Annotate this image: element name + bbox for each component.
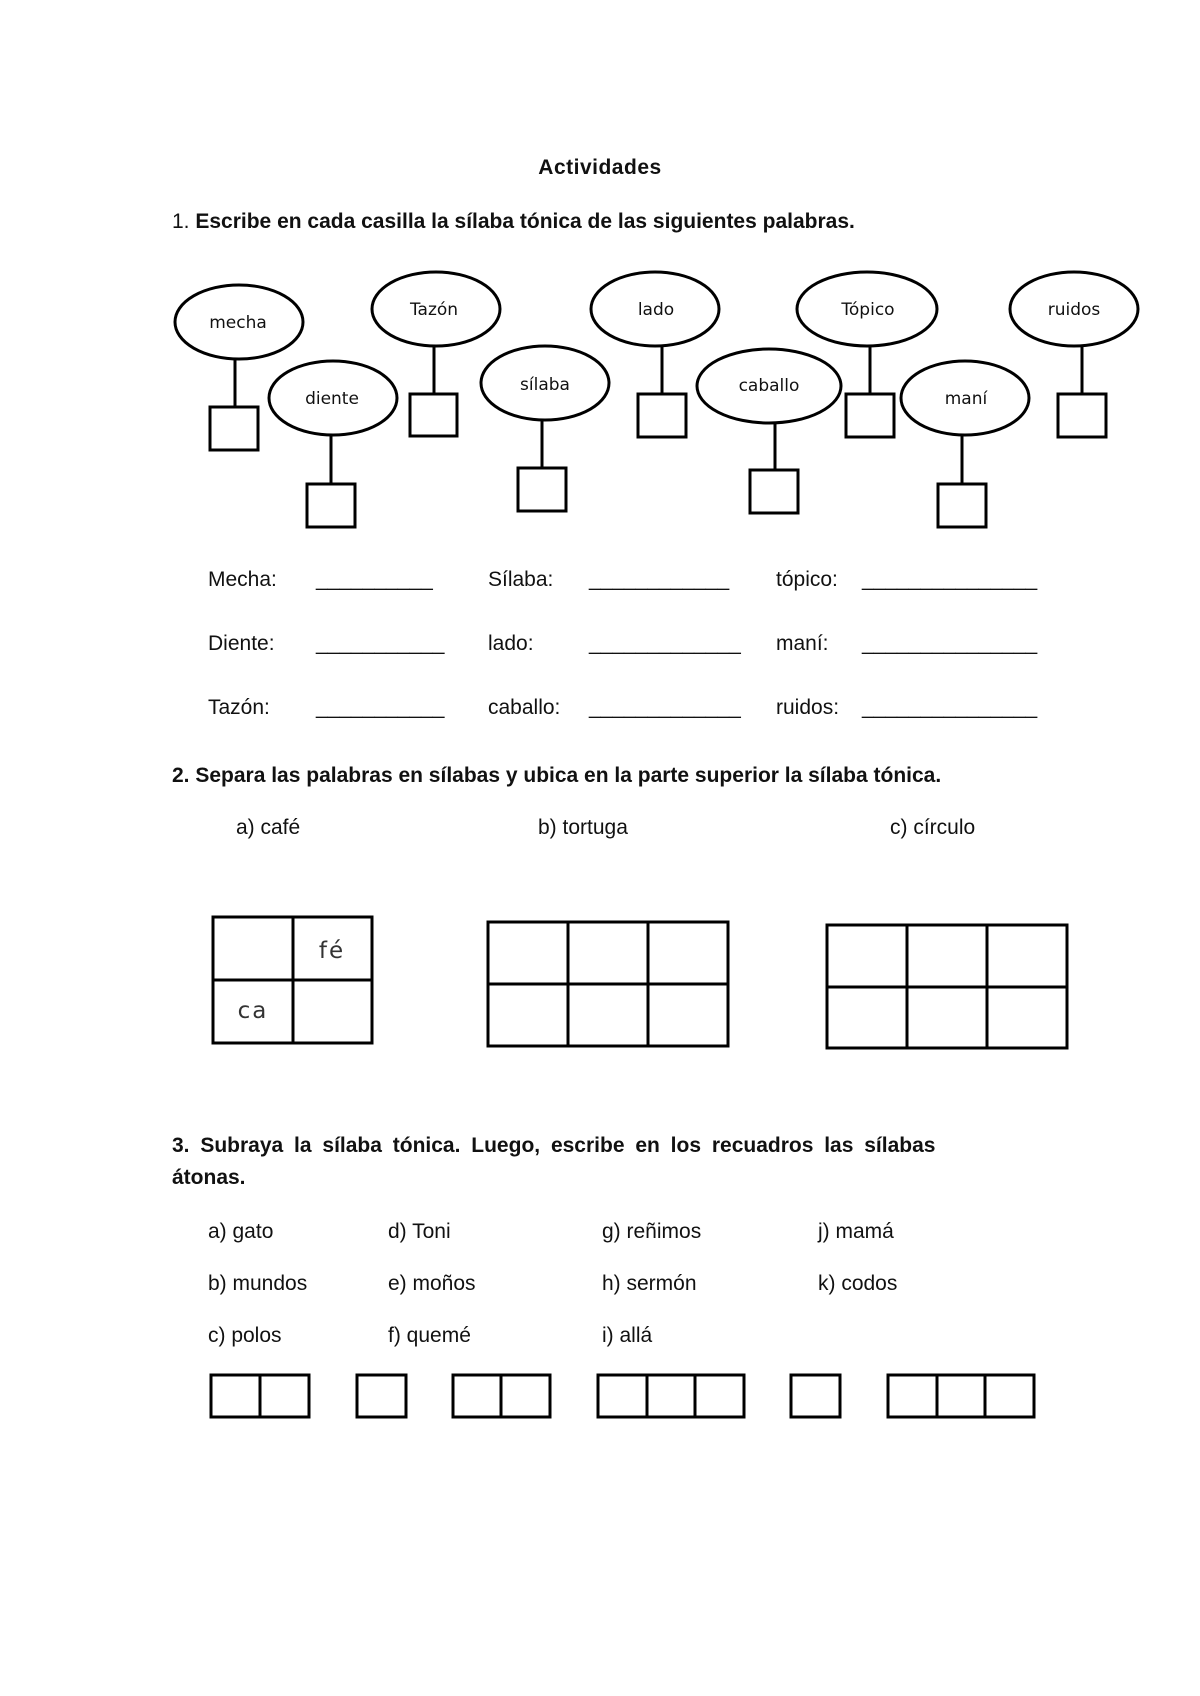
q2-item-tortuga: b) tortuga: [538, 816, 628, 839]
bubble-label: Tópico: [841, 300, 895, 320]
q3-word: k) codos: [818, 1272, 898, 1295]
box-group-2[interactable]: [357, 1375, 406, 1417]
q3-word: i) allá: [602, 1324, 653, 1347]
q3-word: a) gato: [208, 1220, 274, 1243]
bubble-label: sílaba: [520, 375, 570, 395]
answer-label-silaba: Sílaba:: [488, 568, 554, 591]
question-1-number: 1.: [172, 210, 190, 233]
answer-blank-tazon[interactable]: ___________: [316, 696, 445, 719]
question-3-instruction-line1: 3. Subraya la sílaba tónica. Luego, escribe en los recuadros las sílabas: [172, 1134, 936, 1157]
answer-label-lado: lado:: [488, 632, 534, 655]
answer-label-topico: tópico:: [776, 568, 838, 591]
answer-label-caballo: caballo:: [488, 696, 561, 719]
q3-word: g) reñimos: [602, 1220, 702, 1243]
q3-word: h) sermón: [602, 1272, 697, 1295]
atonic-syllable-boxes: [0, 1360, 1200, 1430]
answer-box-caballo[interactable]: [750, 470, 798, 513]
bubble-label: maní: [944, 389, 988, 409]
bubble-label: mecha: [209, 313, 267, 333]
answer-blank-caballo[interactable]: _____________: [589, 696, 741, 719]
answer-box-topico[interactable]: [846, 394, 894, 437]
answer-label-mani: maní:: [776, 632, 829, 655]
answer-label-mecha: Mecha:: [208, 568, 277, 591]
answer-blank-silaba[interactable]: ____________: [589, 568, 730, 591]
bubble-label: caballo: [738, 376, 800, 396]
page-title: Actividades: [538, 156, 662, 179]
box-group-5[interactable]: [791, 1375, 840, 1417]
syllable-bubble-diagram: [0, 0, 1200, 560]
q3-word: e) moños: [388, 1272, 476, 1295]
box-group-6[interactable]: [888, 1375, 1034, 1417]
q3-word: c) polos: [208, 1324, 282, 1347]
bubble-label: lado: [637, 300, 675, 320]
bubble-label: Tazón: [409, 300, 459, 320]
box-group-4[interactable]: [598, 1375, 744, 1417]
bubble-label: ruidos: [1047, 300, 1101, 320]
answer-box-silaba[interactable]: [518, 468, 566, 511]
answer-box-lado[interactable]: [638, 394, 686, 437]
answer-label-ruidos: ruidos:: [776, 696, 840, 719]
answer-box-mani[interactable]: [938, 484, 986, 527]
q2-item-circulo: c) círculo: [890, 816, 976, 839]
bubble-label: diente: [305, 389, 359, 409]
syllable-grids: [0, 900, 1200, 1060]
q3-word: b) mundos: [208, 1272, 308, 1295]
answer-box-ruidos[interactable]: [1058, 394, 1106, 437]
answer-blank-diente[interactable]: ___________: [316, 632, 445, 655]
answer-blank-mani[interactable]: _______________: [862, 632, 1038, 655]
grid-cafe-bottom-syllable: ca: [237, 998, 269, 1024]
question-1-instruction: Escribe en cada casilla la sílaba tónica de las siguientes palabras.: [195, 210, 855, 233]
answer-label-tazon: Tazón:: [208, 696, 270, 719]
answer-box-mecha[interactable]: [210, 407, 258, 450]
answer-blank-mecha[interactable]: __________: [316, 568, 433, 591]
question-2-instruction: 2. Separa las palabras en sílabas y ubica en la parte superior la sílaba tónica.: [172, 764, 942, 787]
answer-box-tazon[interactable]: [410, 394, 457, 436]
answer-blank-ruidos[interactable]: _______________: [862, 696, 1038, 719]
q3-word: f) quemé: [388, 1324, 471, 1347]
answer-label-diente: Diente:: [208, 632, 275, 655]
grid-cafe-top-syllable: fé: [318, 938, 346, 964]
answer-blank-topico[interactable]: _______________: [862, 568, 1038, 591]
answer-blank-lado[interactable]: _____________: [589, 632, 741, 655]
question-3-instruction-line2: átonas.: [172, 1166, 246, 1189]
answer-box-diente[interactable]: [307, 484, 355, 527]
q2-item-cafe: a) café: [236, 816, 301, 839]
q3-word: d) Toni: [388, 1220, 451, 1243]
q3-word: j) mamá: [818, 1220, 894, 1243]
